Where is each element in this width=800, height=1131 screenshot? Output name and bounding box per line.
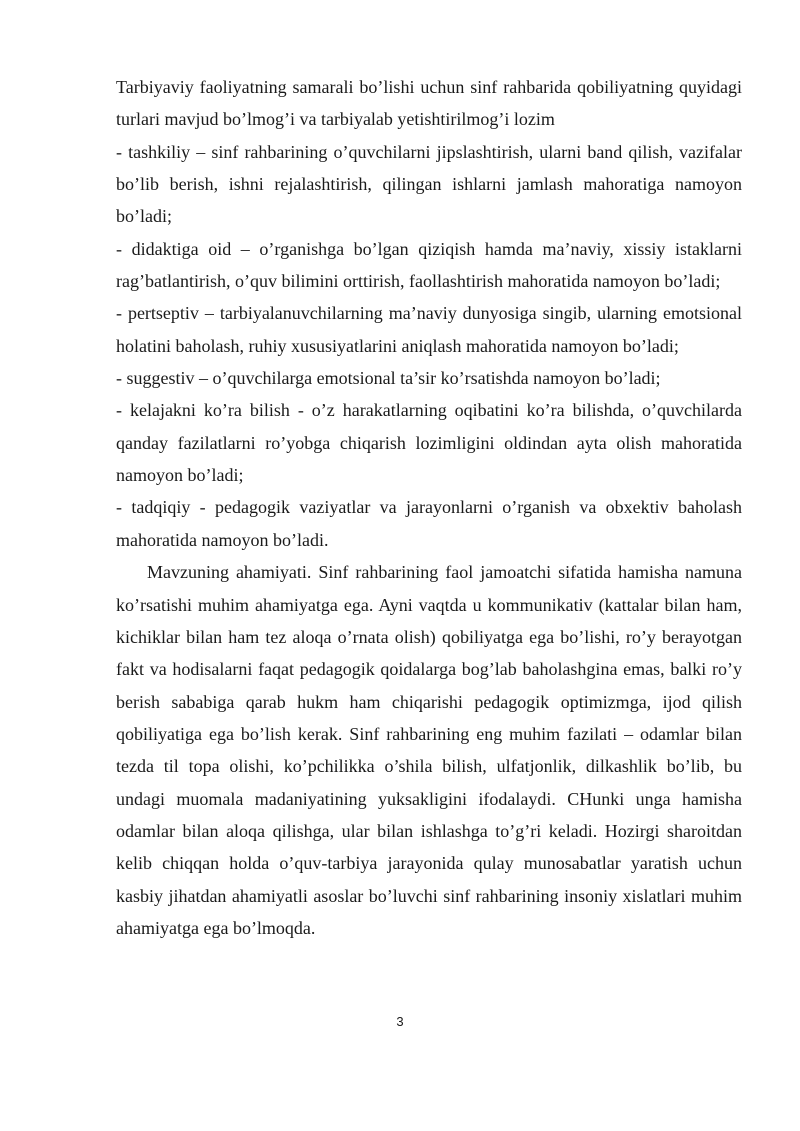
list-item-didaktiga: - didaktiga oid – o’rganishga bo’lgan qiziqish hamda ma’naviy, xissiy istaklarni rag’batlantirish, o’quv bilimini orttirish, faollashtirish mahoratida namoyon bo’ladi; <box>116 238 742 292</box>
list-item-pertseptiv: - pertseptiv – tarbiyalanuvchilarning ma’naviy dunyosiga singib, ularning emotsional holatini baholash, ruhiy xususiyatlarini aniqlash mahoratida namoyon bo’ladi; <box>116 303 742 356</box>
page-body <box>116 71 742 944</box>
intro-paragraph: Tarbiyaviy faoliyatning samarali bo’lishi uchun sinf rahbarida qobiliyatning quyidagi turlari mavjud bo’lmog’i va tarbiyalab yetishtirilmog’i lozim <box>116 77 742 130</box>
list-item-suggestiv: - suggestiv – o’quvchilarga emotsional ta’sir ko’rsatishda namoyon bo’ladi; <box>116 368 661 389</box>
section-paragraph: Mavzuning ahamiyati. Sinf rahbarining faol jamoatchi sifatida hamisha namuna ko’rsatishi muhim ahamiyatga ega. Ayni vaqtda u kommunikativ (kattalar bilan ham, kichiklar bilan ham tez aloqa o’rnata olish) qobiliyatga ega bo’lishi, ro’y berayotgan fakt va hodisalarni faqat pedagogik qoidalarga bog’lab baholashgina emas, balki ro’y berish sababiga qarab hukm ham chiqarishi pedagogik optimizmga, ijod qilish qobiliyatiga ega bo’lish kerak. Sinf rahbarining eng muhim fazilati – odamlar bilan tezda til topa olishi, ko’pchilikka o’shila bilish, ulfatjonlik, dilkashlik bo’lib, bu undagi muomala madaniyatining yuksakligini ifodalaydi. CHunki unga hamisha odamlar bilan aloqa qilishga, ular bilan ishlashga to’g’ri keladi. Hozirgi sharoitdan kelib chiqqan holda o’quv-tarbiya jarayonida qulay munosabatlar yaratish uchun kasbiy jihatdan ahamiyatli asoslar bo’luvchi sinf rahbarining insoniy xislatlari muhim ahamiyatga ega bo’lmoqda. <box>116 562 742 938</box>
list-item-kelajak: - kelajakni ko’ra bilish - o’z harakatlarning oqibatini ko’ra bilishda, o’quvchilarda qanday fazilatlarni ro’yobga chiqarish lozimligini oldindan ayta olish mahoratida namoyon bo’ladi; <box>116 400 742 486</box>
list-item-tadqiqiy: - tadqiqiy - pedagogik vaziyatlar va jarayonlarni o’rganish va obxektiv baholash mahoratida namoyon bo’ladi. <box>116 497 742 550</box>
list-item-tashkiliy: - tashkiliy – sinf rahbarining o’quvchilarni jipslashtirish, ularni band qilish, vazifalar bo’lib berish, ishni rejalashtirish, qilingan ishlarni jamlash mahoratiga namoyon bo’ladi; <box>116 141 742 227</box>
page-number: 3 <box>396 1014 404 1029</box>
